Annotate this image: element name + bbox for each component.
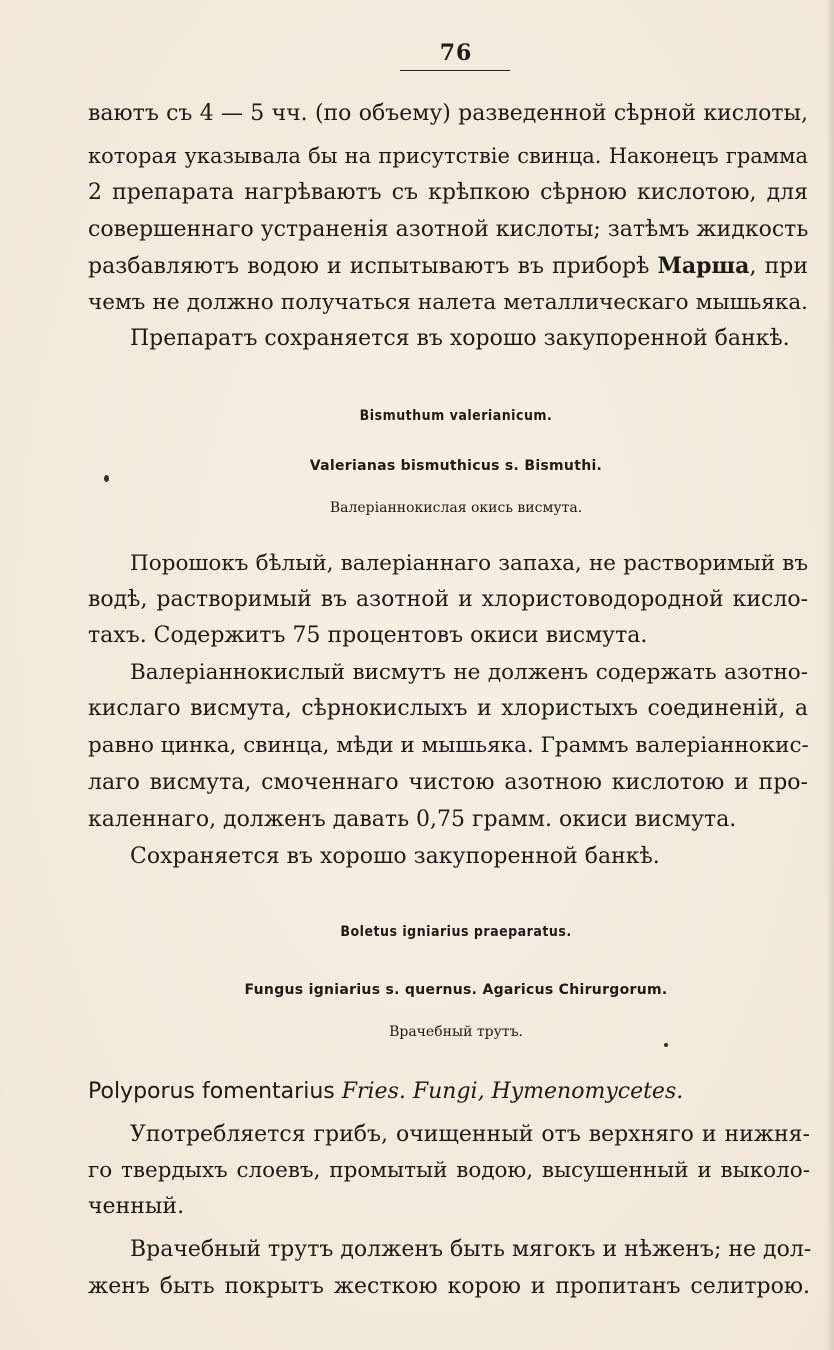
text-line: го твердыхъ слоевъ, промытый водою, высушенный и выколо-: [88, 1158, 810, 1183]
ink-speck: [664, 1043, 668, 1047]
source-line: Polyporus fomentarius Fries. Fungi, Hymenomycetes.: [88, 1079, 684, 1104]
text-line: Препаратъ сохраняется въ хорошо закупоренной банкѣ.: [130, 326, 790, 351]
section-title: Boletus igniarius praeparatus.: [340, 924, 572, 940]
page-number: 76: [439, 40, 473, 66]
text-line: ченный.: [88, 1194, 185, 1219]
text-line: которая указывала бы на присутствіе свинца. Наконецъ грамма: [88, 144, 808, 168]
text-line: ваютъ съ 4 — 5 чч. (по объему) разведенной сѣрной кислоты,: [88, 101, 808, 126]
text-line: Врачебный трутъ долженъ быть мягокъ и нѣженъ; не дол-: [130, 1237, 812, 1262]
text-line: чемъ не должно получаться налета металлическаго мышьяка.: [88, 290, 808, 315]
text-line: женъ быть покрытъ жесткою корою и пропитанъ селитрою.: [88, 1274, 810, 1299]
text-line: Сохраняется въ хорошо закупоренной банкѣ.: [130, 844, 660, 869]
text-line: Валеріаннокислый висмутъ не долженъ содержать азотно-: [130, 660, 808, 685]
text-line: кислаго висмута, сѣрнокислыхъ и хлористыхъ соединеній, а: [88, 696, 808, 721]
section-synonym: Fungus igniarius s. quernus. Agaricus Chirurgorum.: [244, 982, 668, 998]
text-line: 2 препарата нагрѣваютъ съ крѣпкою сѣрною кислотою, для: [88, 180, 808, 205]
text-line-mixed: разбавляютъ водою и испытываютъ въ приборѣ Марша, при: [88, 253, 808, 279]
text-line: совершеннаго устраненія азотной кислоты; затѣмъ жидкость: [88, 217, 809, 242]
text-line: каленнаго, долженъ давать 0,75 грамм. окиси висмута.: [88, 807, 737, 832]
section-russian-title: Валеріаннокислая окись висмута.: [329, 500, 583, 516]
page-number-rule: [400, 70, 510, 71]
text-line: лаго висмута, смоченнаго чистою азотною кислотою и про-: [88, 770, 808, 795]
text-line: водѣ, растворимый въ азотной и хлористоводородной кисло-: [88, 587, 808, 612]
text-line: [88, 251, 808, 281]
text-line: Порошокъ бѣлый, валеріаннаго запаха, не растворимый въ: [130, 551, 808, 576]
section-title: Bismuthum valerianicum.: [359, 408, 553, 424]
text-line: Употребляется грибъ, очищенный отъ верхняго и нижня-: [130, 1122, 810, 1147]
text-line: равно цинка, свинца, мѣди и мышьяка. Граммъ валеріаннокис-: [88, 733, 809, 758]
section-russian-title: Врачебный трутъ.: [389, 1024, 523, 1040]
text-line: тахъ. Содержитъ 75 процентовъ окиси висмута.: [88, 623, 648, 648]
ink-speck: [104, 475, 109, 482]
page-edge-shadow: [826, 0, 834, 1350]
section-synonym: Valerianas bismuthicus s. Bismuthi.: [309, 458, 603, 474]
